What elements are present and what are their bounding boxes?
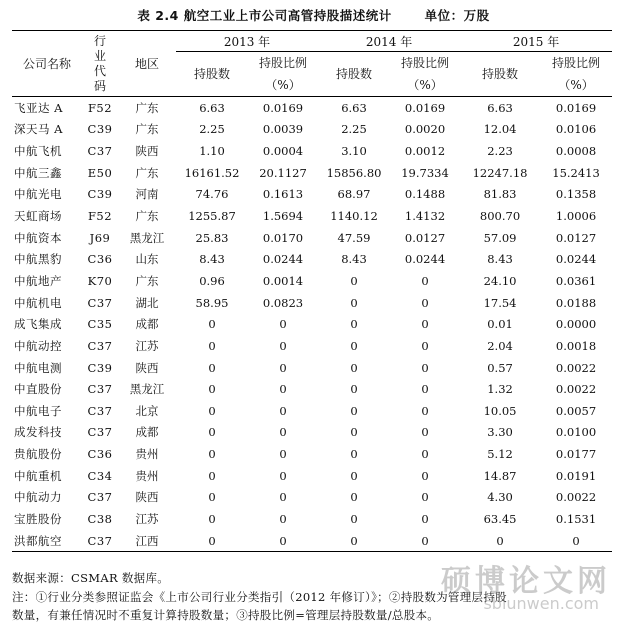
cell-shares-2013: 0 (208, 382, 216, 397)
table-row (12, 227, 612, 249)
watermark-logo: 硕博论文网 (441, 564, 611, 599)
table-row (12, 97, 612, 119)
cell-shares-2014: 0 (350, 447, 358, 462)
header-year-2014: 2014 年 (318, 31, 460, 52)
cell-company-name: 中直股份 (14, 382, 62, 397)
cell-ratio-2014: 0.0169 (390, 97, 460, 119)
cell-industry-code: F52 (82, 97, 118, 119)
cell-shares-2013: 0 (208, 403, 216, 418)
cell-shares-2013: 1.10 (199, 144, 225, 159)
cell-industry-code: C36 (87, 252, 113, 267)
table-row (12, 119, 612, 141)
cell-industry-code: C34 (87, 468, 113, 483)
cell-ratio-2015: 0.0022 (555, 490, 597, 505)
cell-shares-2015: 24.10 (483, 273, 517, 288)
cell-ratio-2014: 1.4132 (404, 209, 446, 224)
cell-industry-code: K70 (87, 273, 113, 288)
cell-ratio-2014: 0.1488 (404, 187, 446, 202)
cell-region: 成都 (135, 425, 159, 440)
data-source-note: 数据来源：CSMAR 数据库。 (12, 571, 170, 585)
table-row (12, 292, 612, 314)
cell-company-name: 中航黑豹 (14, 252, 62, 267)
cell-shares-2014: 68.97 (337, 187, 371, 202)
cell-shares-2013: 2.25 (199, 122, 225, 137)
table-row (12, 465, 612, 487)
cell-industry-code: C37 (87, 144, 113, 159)
cell-shares-2013: 0 (208, 338, 216, 353)
cell-shares-2014: 3.10 (341, 144, 367, 159)
cell-industry-code: C36 (87, 447, 113, 462)
header-industry-code-text: 行 业 代 码 (93, 33, 106, 93)
cell-shares-2014: 0 (350, 490, 358, 505)
table-row (12, 422, 612, 444)
cell-shares-2015: 2.23 (487, 144, 513, 159)
cell-shares-2014: 0 (350, 273, 358, 288)
header-ratio-line1: 持股比例 (401, 56, 450, 70)
cell-ratio-2014: 0 (421, 447, 429, 462)
cell-industry-code: C38 (87, 511, 113, 526)
cell-ratio-2015: 0 (572, 533, 580, 548)
cell-ratio-2015: 0.0022 (555, 382, 597, 397)
header-ratio-line2: （%） (558, 78, 594, 92)
table-row (12, 508, 612, 530)
cell-shares-2013: 58.95 (195, 295, 229, 310)
cell-shares-2015: 81.83 (483, 187, 517, 202)
cell-ratio-2015: 0.1531 (555, 511, 597, 526)
cell-region: 黑龙江 (129, 382, 165, 397)
cell-industry-code: E50 (87, 165, 113, 180)
cell-ratio-2014: 0 (421, 317, 429, 332)
cell-ratio-2014: 0.0127 (404, 230, 446, 245)
cell-shares-2015: 12247.18 (472, 165, 528, 180)
cell-shares-2014: 0 (350, 533, 358, 548)
cell-shares-2015: 5.12 (487, 447, 513, 462)
cell-industry-code: F52 (87, 209, 113, 224)
cell-industry-code: C37 (87, 382, 113, 397)
cell-company-name: 宝胜股份 (14, 511, 62, 526)
cell-company-name: 中航机电 (14, 295, 62, 310)
table-row (12, 443, 612, 465)
cell-company-name: 成发科技 (14, 425, 62, 440)
cell-industry-code: C35 (87, 317, 113, 332)
cell-ratio-2015: 0.0100 (555, 425, 597, 440)
cell-region: 北京 (135, 403, 159, 418)
cell-region: 贵州 (135, 468, 159, 483)
cell-ratio-2014: 0 (421, 425, 429, 440)
cell-ratio-2013: 0 (279, 338, 287, 353)
header-ratio-line2: （%） (265, 78, 301, 92)
cell-shares-2015: 4.30 (487, 490, 513, 505)
table-row (12, 270, 612, 292)
cell-ratio-2015: 15.2413 (552, 165, 600, 180)
table-body (12, 97, 612, 552)
cell-ratio-2013: 0.0823 (262, 295, 304, 310)
cell-shares-2013: 8.43 (199, 252, 225, 267)
cell-ratio-2015: 0.0127 (555, 230, 597, 245)
cell-company-name: 中航地产 (14, 273, 62, 288)
table-row (12, 162, 612, 184)
cell-ratio-2013: 20.1127 (259, 165, 307, 180)
cell-ratio-2015: 0.0244 (555, 252, 597, 267)
cell-ratio-2014: 19.7334 (401, 165, 449, 180)
footnote-line-1: 注：①行业分类参照证监会《上市公司行业分类指引（2012 年修订）》；②持股数为管理层持股 (12, 590, 507, 604)
cell-shares-2013: 0 (208, 490, 216, 505)
cell-shares-2013: 16161.52 (184, 165, 240, 180)
cell-shares-2013: 0 (208, 533, 216, 548)
cell-ratio-2015: 0.0008 (555, 144, 597, 159)
cell-ratio-2013: 0.0169 (248, 97, 318, 119)
cell-shares-2014: 47.59 (337, 230, 371, 245)
header-ratio-line1: 持股比例 (259, 56, 308, 70)
cell-shares-2013: 0 (208, 425, 216, 440)
cell-ratio-2014: 0 (421, 295, 429, 310)
table-row (12, 487, 612, 509)
cell-shares-2013: 0.96 (199, 273, 225, 288)
cell-region: 江西 (135, 533, 159, 548)
table-row (12, 378, 612, 400)
table-unit: 单位：万股 (424, 8, 490, 23)
watermark-url: sblunwen.com (483, 594, 599, 613)
cell-ratio-2015: 0.0188 (555, 295, 597, 310)
cell-ratio-2014: 0 (421, 382, 429, 397)
cell-region: 河南 (135, 187, 159, 202)
cell-shares-2015: 57.09 (483, 230, 517, 245)
shareholding-table (12, 30, 612, 552)
cell-shares-2015: 3.30 (487, 425, 513, 440)
cell-ratio-2015: 0.0022 (555, 360, 597, 375)
cell-company-name: 中航飞机 (14, 144, 62, 159)
cell-shares-2015: 63.45 (483, 511, 517, 526)
cell-shares-2013: 0 (208, 360, 216, 375)
cell-shares-2014: 0 (350, 403, 358, 418)
table-title (0, 6, 627, 24)
cell-company-name: 深天马 A (14, 122, 63, 137)
cell-shares-2014: 0 (350, 295, 358, 310)
table-row (12, 140, 612, 162)
cell-shares-2014: 0 (350, 338, 358, 353)
table-title-text: 表 2.4 航空工业上市公司高管持股描述统计 (137, 8, 392, 23)
cell-shares-2013: 74.76 (195, 187, 229, 202)
cell-region: 陕西 (135, 490, 159, 505)
cell-shares-2015: 17.54 (483, 295, 517, 310)
cell-ratio-2015: 0.0177 (555, 447, 597, 462)
cell-region: 广东 (135, 273, 159, 288)
header-ratio (390, 52, 460, 97)
header-region: 地区 (134, 57, 159, 71)
cell-company-name: 中航三鑫 (14, 165, 62, 180)
cell-ratio-2015: 0.0191 (555, 468, 597, 483)
cell-ratio-2014: 0 (421, 468, 429, 483)
cell-industry-code: J69 (89, 230, 111, 245)
cell-region: 成都 (135, 317, 159, 332)
header-ratio-line2: （%） (407, 78, 443, 92)
cell-shares-2014: 0 (350, 511, 358, 526)
cell-ratio-2013: 0.0014 (262, 273, 304, 288)
cell-shares-2015: 800.70 (479, 209, 521, 224)
table-row (12, 184, 612, 206)
cell-shares-2013: 1255.87 (188, 209, 236, 224)
cell-shares-2013: 0 (208, 468, 216, 483)
cell-ratio-2014: 0.0020 (404, 122, 446, 137)
cell-company-name: 中航电子 (14, 403, 62, 418)
cell-shares-2015: 0.57 (487, 360, 513, 375)
cell-shares-2014: 1140.12 (330, 209, 378, 224)
cell-company-name: 中航光电 (14, 187, 62, 202)
cell-ratio-2013: 0 (279, 533, 287, 548)
cell-shares-2013: 0 (208, 511, 216, 526)
cell-company-name: 中航动力 (14, 490, 62, 505)
cell-company-name: 中航电测 (14, 360, 62, 375)
cell-shares-2013: 0 (208, 447, 216, 462)
cell-ratio-2013: 0 (279, 317, 287, 332)
cell-region: 广东 (135, 122, 159, 137)
cell-company-name: 中航重机 (14, 468, 62, 483)
cell-company-name: 洪都航空 (14, 533, 62, 548)
cell-region: 江苏 (135, 511, 159, 526)
header-shares: 持股数 (482, 67, 519, 81)
table-row (12, 530, 612, 552)
cell-shares-2015: 6.63 (460, 97, 540, 119)
cell-shares-2015: 2.04 (487, 338, 513, 353)
cell-company-name: 贵航股份 (14, 447, 62, 462)
cell-ratio-2014: 0 (421, 403, 429, 418)
cell-industry-code: C37 (87, 533, 113, 548)
table-row (12, 248, 612, 270)
cell-shares-2014: 0 (350, 468, 358, 483)
cell-ratio-2014: 0 (421, 533, 429, 548)
cell-ratio-2014: 0 (421, 338, 429, 353)
footnote-line-2: 数量，有兼任情况时不重复计算持股数量；③持股比例=管理层持股数量/总股本。 (12, 608, 440, 622)
cell-shares-2013: 25.83 (195, 230, 229, 245)
cell-region: 陕西 (135, 144, 159, 159)
cell-ratio-2015: 1.0006 (555, 209, 597, 224)
cell-ratio-2014: 0.0244 (404, 252, 446, 267)
cell-ratio-2013: 0.0039 (262, 122, 304, 137)
header-year-2013: 2013 年 (176, 31, 318, 52)
cell-ratio-2013: 0.0244 (262, 252, 304, 267)
cell-region: 山东 (135, 252, 159, 267)
cell-industry-code: C39 (87, 360, 113, 375)
cell-ratio-2015: 0.0000 (555, 317, 597, 332)
cell-company-name: 天虹商场 (14, 209, 62, 224)
cell-region: 黑龙江 (129, 230, 165, 245)
cell-industry-code: C37 (87, 403, 113, 418)
cell-ratio-2015: 0.0169 (540, 97, 612, 119)
header-year-2015: 2015 年 (460, 31, 612, 52)
cell-shares-2014: 15856.80 (326, 165, 382, 180)
cell-ratio-2013: 0.0004 (262, 144, 304, 159)
header-company: 公司名称 (22, 57, 71, 71)
cell-ratio-2014: 0 (421, 360, 429, 375)
cell-industry-code: C37 (87, 425, 113, 440)
cell-shares-2015: 10.05 (483, 403, 517, 418)
cell-ratio-2014: 0 (421, 511, 429, 526)
cell-shares-2013: 0 (208, 317, 216, 332)
cell-company-name: 中航动控 (14, 338, 62, 353)
cell-ratio-2013: 0 (279, 403, 287, 418)
cell-region: 广东 (135, 165, 159, 180)
header-shares: 持股数 (193, 67, 230, 81)
cell-industry-code: C37 (87, 295, 113, 310)
cell-shares-2015: 1.32 (487, 382, 513, 397)
cell-industry-code: C37 (87, 490, 113, 505)
cell-ratio-2014: 0 (421, 490, 429, 505)
cell-shares-2015: 0.01 (487, 317, 513, 332)
header-ratio (248, 52, 318, 97)
cell-region: 贵州 (135, 447, 159, 462)
table-row (12, 205, 612, 227)
cell-ratio-2013: 0.0170 (262, 230, 304, 245)
cell-industry-code: C39 (87, 187, 113, 202)
cell-ratio-2013: 0 (279, 490, 287, 505)
cell-ratio-2015: 0.1358 (555, 187, 597, 202)
cell-ratio-2013: 0 (279, 447, 287, 462)
cell-industry-code: C37 (87, 338, 113, 353)
cell-shares-2014: 8.43 (341, 252, 367, 267)
table-row (12, 400, 612, 422)
header-industry-code (82, 31, 118, 97)
cell-ratio-2015: 0.0361 (555, 273, 597, 288)
cell-region: 湖北 (135, 295, 159, 310)
cell-shares-2015: 12.04 (483, 122, 517, 137)
cell-ratio-2013: 0 (279, 360, 287, 375)
cell-ratio-2013: 1.5694 (262, 209, 304, 224)
cell-ratio-2015: 0.0018 (555, 338, 597, 353)
cell-region: 陕西 (135, 360, 159, 375)
cell-ratio-2014: 0.0012 (404, 144, 446, 159)
cell-region: 广东 (135, 209, 159, 224)
header-shares: 持股数 (336, 67, 373, 81)
cell-industry-code: C39 (87, 122, 113, 137)
cell-ratio-2014: 0 (421, 273, 429, 288)
cell-region: 广东 (118, 97, 176, 119)
table-row (12, 357, 612, 379)
cell-ratio-2013: 0 (279, 382, 287, 397)
cell-region: 江苏 (135, 338, 159, 353)
cell-shares-2014: 0 (350, 382, 358, 397)
cell-shares-2015: 14.87 (483, 468, 517, 483)
cell-shares-2014: 0 (350, 317, 358, 332)
cell-ratio-2015: 0.0057 (555, 403, 597, 418)
cell-shares-2015: 8.43 (487, 252, 513, 267)
cell-company-name: 飞亚达 A (12, 97, 82, 119)
cell-ratio-2015: 0.0106 (555, 122, 597, 137)
cell-ratio-2013: 0 (279, 425, 287, 440)
cell-shares-2013: 6.63 (176, 97, 248, 119)
cell-shares-2014: 6.63 (318, 97, 390, 119)
header-ratio-line1: 持股比例 (552, 56, 601, 70)
cell-company-name: 成飞集成 (14, 317, 62, 332)
cell-ratio-2013: 0 (279, 468, 287, 483)
cell-shares-2014: 2.25 (341, 122, 367, 137)
cell-shares-2015: 0 (496, 533, 504, 548)
cell-company-name: 中航资本 (14, 230, 62, 245)
table-row (12, 313, 612, 335)
cell-ratio-2013: 0.1613 (262, 187, 304, 202)
table-row (12, 335, 612, 357)
cell-shares-2014: 0 (350, 360, 358, 375)
header-ratio (540, 52, 612, 97)
cell-ratio-2013: 0 (279, 511, 287, 526)
cell-shares-2014: 0 (350, 425, 358, 440)
